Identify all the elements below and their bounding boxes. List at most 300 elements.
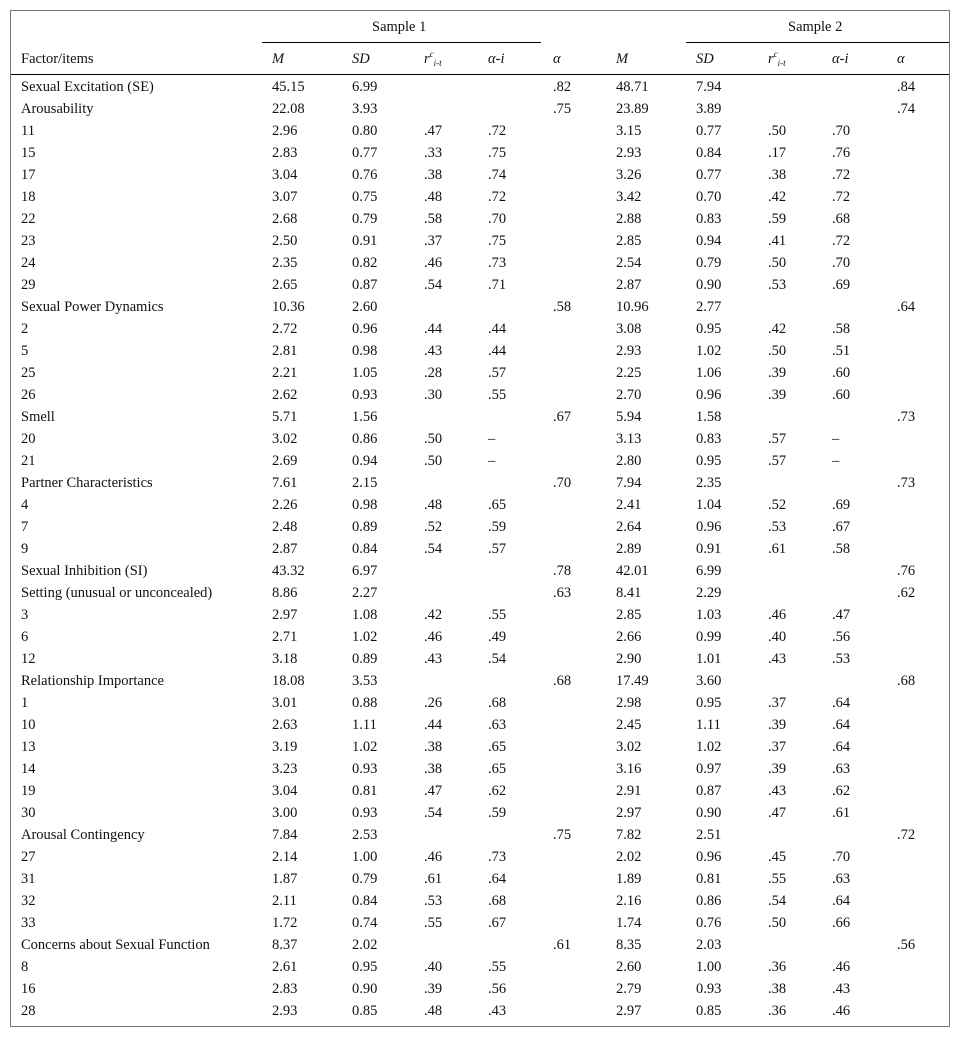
- s1-sd-cell: 1.02: [352, 739, 378, 755]
- s2-sd-cell: 1.58: [696, 409, 722, 425]
- table-row: [21, 670, 951, 692]
- factor-item-cell: 26: [21, 387, 36, 403]
- s2-m-cell: 3.26: [616, 167, 642, 183]
- s1-m-cell: 7.84: [272, 827, 298, 843]
- s1-ritc-cell: .46: [424, 629, 443, 645]
- s2-ritc-cell: .39: [768, 761, 787, 777]
- factor-item-cell: 20: [21, 431, 36, 447]
- s1-sd-cell: 0.96: [352, 321, 378, 337]
- s2-alpha-i-cell: .69: [832, 497, 851, 513]
- s2-alpha-i-cell: .47: [832, 607, 851, 623]
- s1-m-cell: 2.63: [272, 717, 298, 733]
- s2-ritc-cell: .50: [768, 915, 787, 931]
- s2-sd-cell: 0.90: [696, 805, 722, 821]
- s2-ritc-cell: .53: [768, 277, 787, 293]
- sample1-heading: Sample 1: [372, 19, 427, 35]
- s1-sd-cell: 0.89: [352, 651, 378, 667]
- s1-alpha-cell: .58: [553, 299, 572, 315]
- s1-alpha-i-cell: .49: [488, 629, 507, 645]
- table-row: [21, 780, 951, 802]
- s2-alpha-i-cell: –: [832, 431, 840, 447]
- s2-alpha-heading: α: [897, 51, 905, 67]
- table-row: [21, 890, 951, 912]
- factor-item-cell: 10: [21, 717, 36, 733]
- s1-m-cell: 2.81: [272, 343, 298, 359]
- s2-alpha-cell: .56: [897, 937, 916, 953]
- s1-sd-cell: 1.05: [352, 365, 378, 381]
- s2-m-cell: 7.82: [616, 827, 642, 843]
- s2-sd-cell: 0.96: [696, 849, 722, 865]
- s2-m-cell: 48.71: [616, 79, 649, 95]
- s1-ritc-cell: .61: [424, 871, 443, 887]
- s2-sd-cell: 0.86: [696, 893, 722, 909]
- s1-m-cell: 5.71: [272, 409, 298, 425]
- table-row: [21, 142, 951, 164]
- s2-ritc-cell: .38: [768, 981, 787, 997]
- s2-alpha-i-cell: .66: [832, 915, 851, 931]
- s1-alpha-i-cell: .67: [488, 915, 507, 931]
- s2-m-cell: 42.01: [616, 563, 649, 579]
- s1-ritc-cell: .42: [424, 607, 443, 623]
- factor-item-cell: 17: [21, 167, 36, 183]
- s2-m-cell: 2.25: [616, 365, 642, 381]
- factor-item-cell: 22: [21, 211, 36, 227]
- s2-alpha-i-cell: .43: [832, 981, 851, 997]
- factor-item-cell: 5: [21, 343, 29, 359]
- s1-sd-cell: 0.75: [352, 189, 378, 205]
- s2-alpha-i-cell: .64: [832, 695, 851, 711]
- s2-m-cell: 5.94: [616, 409, 642, 425]
- s2-sd-cell: 1.02: [696, 343, 722, 359]
- sample1-underline: [262, 42, 541, 43]
- s1-sd-cell: 0.81: [352, 783, 378, 799]
- s1-alpha-i-cell: .59: [488, 519, 507, 535]
- s1-alpha-i-cell: .44: [488, 321, 507, 337]
- s1-m-cell: 3.04: [272, 783, 298, 799]
- s1-m-cell: 2.50: [272, 233, 298, 249]
- s2-sd-cell: 0.96: [696, 519, 722, 535]
- s2-sd-cell: 0.90: [696, 277, 722, 293]
- s1-sd-cell: 0.77: [352, 145, 378, 161]
- s1-m-cell: 3.23: [272, 761, 298, 777]
- factor-item-cell: 2: [21, 321, 29, 337]
- table-row: [21, 1000, 951, 1022]
- factor-item-cell: 16: [21, 981, 36, 997]
- factor-item-cell: Concerns about Sexual Function: [21, 937, 210, 953]
- s2-sd-cell: 2.35: [696, 475, 722, 491]
- s1-m-cell: 2.62: [272, 387, 298, 403]
- s2-ritc-cell: .42: [768, 321, 787, 337]
- s1-sd-cell: 0.74: [352, 915, 378, 931]
- s1-alpha-i-heading: α-i: [488, 51, 505, 67]
- s2-sd-cell: 1.00: [696, 959, 722, 975]
- s1-alpha-cell: .78: [553, 563, 572, 579]
- s2-ritc-cell: .37: [768, 739, 787, 755]
- s2-m-cell: 2.87: [616, 277, 642, 293]
- s2-alpha-i-cell: .58: [832, 541, 851, 557]
- table-row: [21, 406, 951, 428]
- table-row: [21, 230, 951, 252]
- s1-alpha-i-cell: .74: [488, 167, 507, 183]
- table-row: [21, 824, 951, 846]
- s1-m-cell: 2.83: [272, 145, 298, 161]
- s2-alpha-i-cell: .72: [832, 189, 851, 205]
- s1-sd-cell: 0.98: [352, 343, 378, 359]
- s2-m-cell: 2.02: [616, 849, 642, 865]
- s2-m-cell: 1.74: [616, 915, 642, 931]
- s2-m-cell: 8.35: [616, 937, 642, 953]
- s1-ritc-cell: .48: [424, 189, 443, 205]
- factor-item-cell: 23: [21, 233, 36, 249]
- table-row: [21, 98, 951, 120]
- s1-alpha-cell: .68: [553, 673, 572, 689]
- s2-alpha-i-cell: .46: [832, 1003, 851, 1019]
- s2-sd-cell: 0.97: [696, 761, 722, 777]
- s1-sd-cell: 1.02: [352, 629, 378, 645]
- s2-m-cell: 2.91: [616, 783, 642, 799]
- s1-m-cell: 2.48: [272, 519, 298, 535]
- s1-ritc-cell: .46: [424, 849, 443, 865]
- table-row: [21, 384, 951, 406]
- factor-item-cell: Setting (unusual or unconcealed): [21, 585, 213, 601]
- s2-m-cell: 8.41: [616, 585, 642, 601]
- s1-ritc-cell: .54: [424, 277, 443, 293]
- s1-alpha-cell: .82: [553, 79, 572, 95]
- s1-alpha-i-cell: –: [488, 453, 496, 469]
- table-row: [21, 120, 951, 142]
- s2-alpha-i-cell: .53: [832, 651, 851, 667]
- table-row: [21, 912, 951, 934]
- s1-alpha-i-cell: .72: [488, 189, 507, 205]
- s1-ritc-cell: .52: [424, 519, 443, 535]
- table-row: [21, 714, 951, 736]
- table-row: [21, 538, 951, 560]
- s2-ritc-cell: .57: [768, 453, 787, 469]
- s2-alpha-cell: .72: [897, 827, 916, 843]
- factor-item-cell: 24: [21, 255, 36, 271]
- s2-ritc-cell: .50: [768, 343, 787, 359]
- s1-m-cell: 45.15: [272, 79, 305, 95]
- s2-sd-cell: 1.11: [696, 717, 721, 733]
- s1-alpha-i-cell: .65: [488, 739, 507, 755]
- s2-alpha-i-cell: .58: [832, 321, 851, 337]
- factor-item-cell: Arousability: [21, 101, 94, 117]
- s2-alpha-i-cell: .72: [832, 233, 851, 249]
- table-row: [21, 252, 951, 274]
- s1-ritc-cell: .33: [424, 145, 443, 161]
- s1-alpha-i-cell: .57: [488, 365, 507, 381]
- s1-m-cell: 2.21: [272, 365, 298, 381]
- s1-alpha-i-cell: .68: [488, 893, 507, 909]
- s1-sd-cell: 2.60: [352, 299, 378, 315]
- s2-alpha-cell: .84: [897, 79, 916, 95]
- s1-m-cell: 2.65: [272, 277, 298, 293]
- factor-item-cell: Partner Characteristics: [21, 475, 153, 491]
- s1-sd-cell: 0.89: [352, 519, 378, 535]
- s1-m-cell: 2.96: [272, 123, 298, 139]
- s1-sd-cell: 3.93: [352, 101, 378, 117]
- s2-m-cell: 2.66: [616, 629, 642, 645]
- s2-sd-cell: 0.99: [696, 629, 722, 645]
- s1-alpha-i-cell: .63: [488, 717, 507, 733]
- factor-item-cell: 15: [21, 145, 36, 161]
- s2-m-heading: M: [616, 51, 629, 67]
- s2-ritc-cell: .53: [768, 519, 787, 535]
- s1-sd-cell: 0.91: [352, 233, 378, 249]
- s2-sd-cell: 0.93: [696, 981, 722, 997]
- factor-item-cell: 1: [21, 695, 29, 711]
- sample2-underline: [686, 42, 949, 43]
- s1-sd-cell: 6.99: [352, 79, 378, 95]
- s1-m-cell: 2.97: [272, 607, 298, 623]
- table-row: [21, 956, 951, 978]
- table-row: [21, 802, 951, 824]
- s2-ritc-cell: .39: [768, 365, 787, 381]
- s1-sd-cell: 0.80: [352, 123, 378, 139]
- s2-sd-cell: 0.83: [696, 431, 722, 447]
- s2-alpha-i-cell: .72: [832, 167, 851, 183]
- s2-m-cell: 2.85: [616, 233, 642, 249]
- s1-ritc-cell: .50: [424, 431, 443, 447]
- s2-ritc-cell: .43: [768, 651, 787, 667]
- s1-m-cell: 8.37: [272, 937, 298, 953]
- s1-alpha-i-cell: .75: [488, 233, 507, 249]
- s1-sd-cell: 0.88: [352, 695, 378, 711]
- s1-ritc-cell: .44: [424, 717, 443, 733]
- s2-ritc-cell: .37: [768, 695, 787, 711]
- s1-ritc-cell: .28: [424, 365, 443, 381]
- s2-m-cell: 3.16: [616, 761, 642, 777]
- s1-sd-cell: 0.79: [352, 871, 378, 887]
- s1-sd-cell: 0.95: [352, 959, 378, 975]
- s1-alpha-i-cell: .65: [488, 761, 507, 777]
- s1-alpha-i-cell: .56: [488, 981, 507, 997]
- s2-ritc-cell: .50: [768, 123, 787, 139]
- s1-alpha-i-cell: .55: [488, 607, 507, 623]
- s1-alpha-i-cell: .43: [488, 1003, 507, 1019]
- s2-alpha-i-cell: .70: [832, 123, 851, 139]
- s1-m-cell: 43.32: [272, 563, 305, 579]
- s2-alpha-i-heading: α-i: [832, 51, 849, 67]
- s1-sd-cell: 1.08: [352, 607, 378, 623]
- s2-ritc-cell: .45: [768, 849, 787, 865]
- s2-sd-cell: 7.94: [696, 79, 722, 95]
- s2-alpha-cell: .73: [897, 475, 916, 491]
- s2-m-cell: 2.16: [616, 893, 642, 909]
- s2-m-cell: 2.98: [616, 695, 642, 711]
- s2-m-cell: 3.42: [616, 189, 642, 205]
- s2-ritc-cell: .54: [768, 893, 787, 909]
- s1-ritc-cell: .37: [424, 233, 443, 249]
- factor-item-cell: Sexual Inhibition (SI): [21, 563, 148, 579]
- factor-item-cell: Smell: [21, 409, 55, 425]
- s1-ritc-cell: .50: [424, 453, 443, 469]
- s2-ritc-cell: .42: [768, 189, 787, 205]
- s1-m-cell: 3.01: [272, 695, 298, 711]
- s2-ritc-cell: .59: [768, 211, 787, 227]
- s1-m-cell: 2.35: [272, 255, 298, 271]
- s1-m-cell: 3.00: [272, 805, 298, 821]
- factor-item-cell: 33: [21, 915, 36, 931]
- s1-m-cell: 2.69: [272, 453, 298, 469]
- s2-m-cell: 2.88: [616, 211, 642, 227]
- s2-m-cell: 2.97: [616, 1003, 642, 1019]
- factor-item-cell: 25: [21, 365, 36, 381]
- s2-sd-cell: 1.01: [696, 651, 722, 667]
- table-row: [21, 296, 951, 318]
- s1-sd-cell: 1.11: [352, 717, 377, 733]
- s2-ritc-cell: .38: [768, 167, 787, 183]
- s2-alpha-i-cell: .63: [832, 871, 851, 887]
- s1-alpha-cell: .70: [553, 475, 572, 491]
- s1-ritc-cell: .47: [424, 123, 443, 139]
- s1-m-cell: 2.11: [272, 893, 297, 909]
- s2-alpha-i-cell: .64: [832, 893, 851, 909]
- s2-ritc-cell: .46: [768, 607, 787, 623]
- factor-item-cell: Relationship Importance: [21, 673, 164, 689]
- s2-alpha-i-cell: .64: [832, 739, 851, 755]
- factor-item-cell: 3: [21, 607, 29, 623]
- s1-m-cell: 2.72: [272, 321, 298, 337]
- s1-alpha-heading: α: [553, 51, 561, 67]
- s2-sd-cell: 2.29: [696, 585, 722, 601]
- s1-ritc-cell: .43: [424, 343, 443, 359]
- factor-item-cell: 27: [21, 849, 36, 865]
- s1-ritc-cell: .48: [424, 1003, 443, 1019]
- factor-item-cell: 19: [21, 783, 36, 799]
- s2-ritc-cell: .41: [768, 233, 787, 249]
- s1-ritc-cell: .39: [424, 981, 443, 997]
- s2-sd-cell: 0.81: [696, 871, 722, 887]
- s2-alpha-i-cell: .67: [832, 519, 851, 535]
- s1-sd-cell: 0.84: [352, 893, 378, 909]
- s1-alpha-cell: .63: [553, 585, 572, 601]
- s1-ritc-cell: .54: [424, 541, 443, 557]
- s1-m-cell: 3.18: [272, 651, 298, 667]
- table-row: [21, 208, 951, 230]
- table-row: [21, 340, 951, 362]
- s2-alpha-i-cell: .68: [832, 211, 851, 227]
- s1-alpha-i-cell: .68: [488, 695, 507, 711]
- s2-sd-cell: 0.83: [696, 211, 722, 227]
- s2-ritc-cell: .57: [768, 431, 787, 447]
- s2-m-cell: 2.89: [616, 541, 642, 557]
- table-row: [21, 318, 951, 340]
- s1-ritc-cell: .30: [424, 387, 443, 403]
- factor-item-cell: 12: [21, 651, 36, 667]
- s1-alpha-i-cell: .64: [488, 871, 507, 887]
- factor-item-cell: 14: [21, 761, 36, 777]
- s2-ritc-heading: $r^c_{i-t}$: [768, 49, 786, 68]
- s1-m-cell: 2.71: [272, 629, 298, 645]
- s2-alpha-i-cell: .63: [832, 761, 851, 777]
- s1-alpha-i-cell: .44: [488, 343, 507, 359]
- s2-alpha-cell: .64: [897, 299, 916, 315]
- s2-sd-cell: 0.84: [696, 145, 722, 161]
- table-row: [21, 186, 951, 208]
- factor-item-cell: 18: [21, 189, 36, 205]
- s1-m-cell: 2.26: [272, 497, 298, 513]
- s2-alpha-i-cell: .60: [832, 387, 851, 403]
- s2-ritc-cell: .47: [768, 805, 787, 821]
- s1-m-cell: 1.87: [272, 871, 298, 887]
- s2-sd-cell: 0.77: [696, 167, 722, 183]
- s2-alpha-i-cell: .60: [832, 365, 851, 381]
- s1-sd-cell: 3.53: [352, 673, 378, 689]
- table-row: [21, 934, 951, 956]
- s1-m-cell: 3.04: [272, 167, 298, 183]
- s2-m-cell: 2.90: [616, 651, 642, 667]
- s2-alpha-i-cell: .62: [832, 783, 851, 799]
- s1-alpha-cell: .75: [553, 827, 572, 843]
- s2-m-cell: 3.08: [616, 321, 642, 337]
- table-row: [21, 736, 951, 758]
- sample2-heading: Sample 2: [788, 19, 843, 35]
- s2-sd-cell: 2.51: [696, 827, 722, 843]
- factor-item-cell: 4: [21, 497, 29, 513]
- s2-m-cell: 7.94: [616, 475, 642, 491]
- s1-ritc-cell: .54: [424, 805, 443, 821]
- s1-alpha-i-cell: .71: [488, 277, 507, 293]
- factor-item-cell: 28: [21, 1003, 36, 1019]
- s2-sd-cell: 1.03: [696, 607, 722, 623]
- s1-alpha-i-cell: .62: [488, 783, 507, 799]
- table-row: [21, 692, 951, 714]
- table-row: [21, 560, 951, 582]
- s2-m-cell: 3.15: [616, 123, 642, 139]
- factor-item-cell: 9: [21, 541, 29, 557]
- s1-alpha-i-cell: .73: [488, 849, 507, 865]
- s1-ritc-cell: .38: [424, 761, 443, 777]
- s1-ritc-heading: $r^c_{i-t}$: [424, 49, 442, 68]
- factor-item-cell: Arousal Contingency: [21, 827, 145, 843]
- table-row: [21, 274, 951, 296]
- s1-m-cell: 3.02: [272, 431, 298, 447]
- s2-m-cell: 2.80: [616, 453, 642, 469]
- s2-sd-cell: 2.77: [696, 299, 722, 315]
- s1-ritc-cell: .47: [424, 783, 443, 799]
- s1-sd-cell: 0.86: [352, 431, 378, 447]
- s2-alpha-i-cell: .46: [832, 959, 851, 975]
- table-row: [21, 626, 951, 648]
- table-row: [21, 76, 951, 98]
- s1-ritc-cell: .38: [424, 167, 443, 183]
- s1-alpha-cell: .61: [553, 937, 572, 953]
- s1-ritc-cell: .44: [424, 321, 443, 337]
- s1-alpha-i-cell: .65: [488, 497, 507, 513]
- s2-alpha-i-cell: .70: [832, 849, 851, 865]
- s2-m-cell: 2.85: [616, 607, 642, 623]
- s2-sd-cell: 1.06: [696, 365, 722, 381]
- s2-sd-cell: 0.79: [696, 255, 722, 271]
- s2-alpha-cell: .62: [897, 585, 916, 601]
- s1-sd-cell: 0.87: [352, 277, 378, 293]
- table-row: [21, 428, 951, 450]
- s1-sd-cell: 0.79: [352, 211, 378, 227]
- s2-sd-cell: 0.94: [696, 233, 722, 249]
- s2-sd-cell: 3.60: [696, 673, 722, 689]
- s1-ritc-cell: .48: [424, 497, 443, 513]
- factor-item-cell: 6: [21, 629, 29, 645]
- s1-sd-cell: 0.76: [352, 167, 378, 183]
- s1-sd-cell: 0.90: [352, 981, 378, 997]
- s2-sd-cell: 0.70: [696, 189, 722, 205]
- s1-alpha-i-cell: –: [488, 431, 496, 447]
- s1-sd-cell: 2.02: [352, 937, 378, 953]
- s2-sd-cell: 0.96: [696, 387, 722, 403]
- s1-m-heading: M: [272, 51, 285, 67]
- s1-sd-cell: 0.93: [352, 387, 378, 403]
